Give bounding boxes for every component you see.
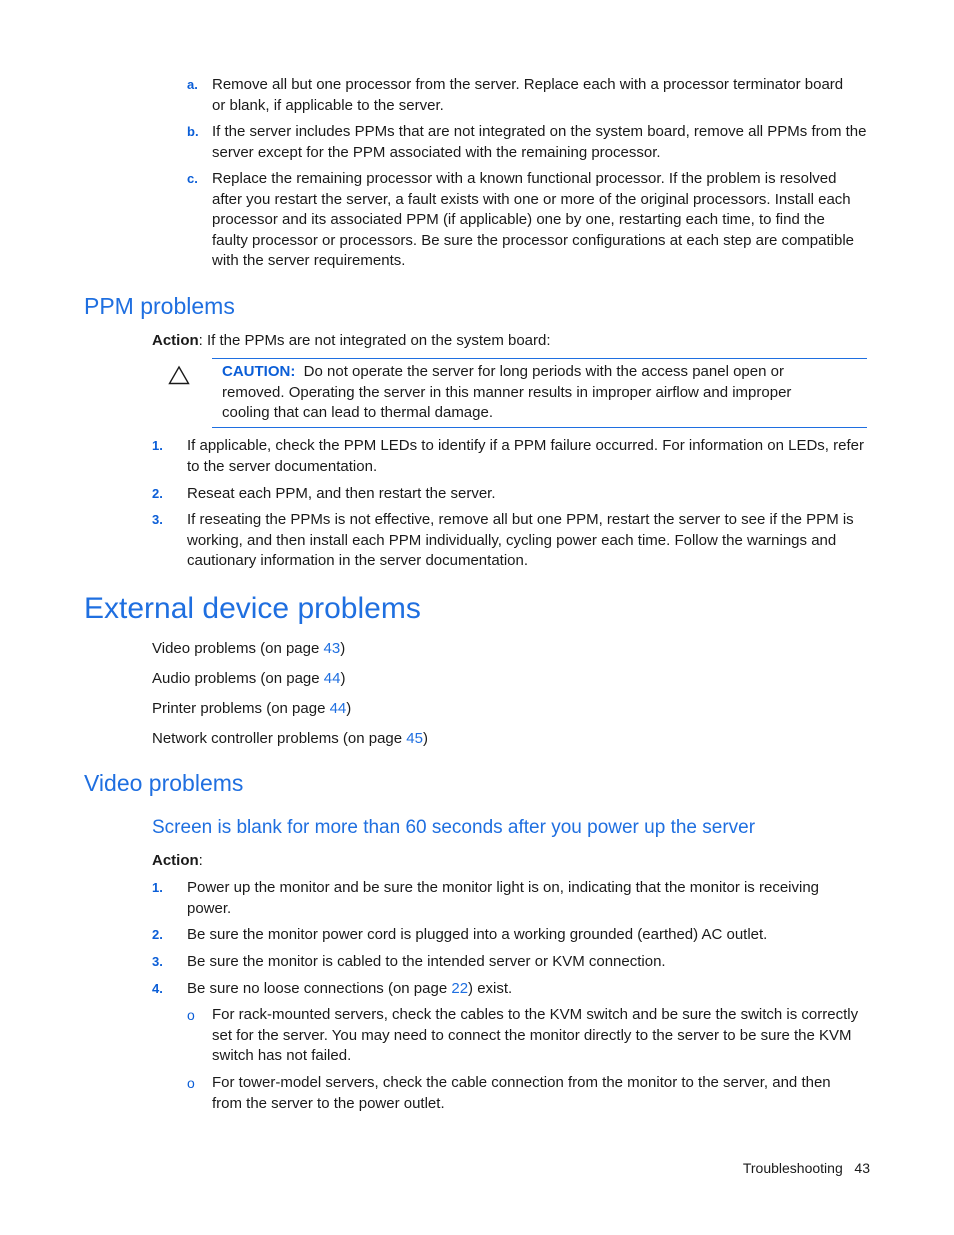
text-line: Remove all but one processor from the server. Replace each with a processor terminator board xyxy=(212,76,844,93)
text-line: If applicable, check the PPM LEDs to identify if a PPM failure occurred. For information on LEDs, refer xyxy=(187,437,864,454)
caution-text: Do not operate the server for long periods with the access panel open or xyxy=(303,363,784,380)
caution-triangle-icon xyxy=(168,365,190,385)
chapter-heading-external: External device problems xyxy=(84,592,421,625)
text-line: If reseating the PPMs is not effective, remove all but one PPM, restart the server to see if the PPM is xyxy=(187,511,854,528)
xref-video xyxy=(152,639,345,660)
text-line: Be sure the monitor power cord is plugged into a working grounded (earthed) AC outlet. xyxy=(187,926,768,943)
step-marker: 2. xyxy=(152,486,163,501)
text-line: If the server includes PPMs that are not integrated on the system board, remove all PPMs from the xyxy=(212,123,867,140)
text-line: cautionary information in the server documentation. xyxy=(187,552,529,569)
action-label: Action xyxy=(152,852,199,869)
step-marker: 4. xyxy=(152,981,163,996)
step-marker: 1. xyxy=(152,438,163,453)
step-marker: 3. xyxy=(152,954,163,969)
text-line: to the server documentation. xyxy=(187,458,378,475)
xref-close: ) xyxy=(422,730,428,747)
text-line: switch has not failed. xyxy=(212,1047,352,1064)
caution-top-rule xyxy=(212,358,867,359)
section-heading-video: Video problems xyxy=(84,770,244,796)
xref-close: ) xyxy=(340,640,346,657)
xref-text: Network controller problems (on page xyxy=(152,730,407,747)
footer-page-number: 43 xyxy=(854,1160,870,1176)
step-marker: 1. xyxy=(152,880,163,895)
page-footer xyxy=(743,1158,870,1178)
caution-line: cooling that can lead to thermal damage. xyxy=(222,404,494,421)
text-line: For rack-mounted servers, check the cables to the KVM switch and be sure the switch is correctly xyxy=(212,1006,859,1023)
page-link[interactable]: 45 xyxy=(406,730,423,747)
xref-close: ) xyxy=(346,700,352,717)
section-heading-ppm: PPM problems xyxy=(84,293,235,319)
text-line: set for the server. You may need to connect the monitor directly to the server to be sure the KVM xyxy=(212,1027,852,1044)
action-colon: : xyxy=(198,852,203,869)
text-line: Power up the monitor and be sure the monitor light is on, indicating that the monitor is receiving xyxy=(187,879,820,896)
bullet-marker: o xyxy=(187,1007,195,1023)
xref-network xyxy=(152,729,428,750)
page-link[interactable]: 44 xyxy=(329,700,347,717)
substep-marker: a. xyxy=(187,77,198,92)
text-line xyxy=(187,979,512,1000)
page-link[interactable]: 22 xyxy=(451,980,469,997)
step-text: Be sure no loose connections (on page xyxy=(187,980,452,997)
xref-text: Printer problems (on page xyxy=(152,700,330,717)
text-line: after you restart the server, a fault exists with one or more of the original processors. Install each xyxy=(212,191,851,208)
action-line xyxy=(152,851,203,872)
text-line: Reseat each PPM, and then restart the server. xyxy=(187,485,496,502)
text-line: Be sure the monitor is cabled to the intended server or KVM connection. xyxy=(187,953,666,970)
text-line: Replace the remaining processor with a known functional processor. If the problem is resolved xyxy=(212,170,837,187)
text-line: For tower-model servers, check the cable connection from the monitor to the server, and then xyxy=(212,1074,831,1091)
page-link[interactable]: 43 xyxy=(323,640,341,657)
subsection-heading-blank-screen: Screen is blank for more than 60 seconds after you power up the server xyxy=(152,817,756,838)
action-label: Action xyxy=(152,332,199,349)
text-line: from the server to the power outlet. xyxy=(212,1095,445,1112)
substep-marker: b. xyxy=(187,124,199,139)
bullet-marker: o xyxy=(187,1075,195,1091)
action-line xyxy=(152,331,551,352)
xref-text: Audio problems (on page xyxy=(152,670,324,687)
caution-line xyxy=(222,362,784,383)
text-line: faulty processor or processors. Be sure the processor configurations at each step are compatible xyxy=(212,232,854,249)
caution-label: CAUTION: xyxy=(222,363,296,380)
xref-text: Video problems (on page xyxy=(152,640,324,657)
page-link[interactable]: 44 xyxy=(323,670,341,687)
caution-bottom-rule xyxy=(212,427,867,428)
caution-line: removed. Operating the server in this manner results in improper airflow and improper xyxy=(222,384,792,401)
text-line: processor and its associated PPM (if applicable) one by one, restarting each time, to find the xyxy=(212,211,825,228)
step-marker: 2. xyxy=(152,927,163,942)
text-line: power. xyxy=(187,900,232,917)
substep-marker: c. xyxy=(187,171,198,186)
xref-audio xyxy=(152,669,345,690)
text-line: or blank, if applicable to the server. xyxy=(212,97,444,114)
step-text-end: ) exist. xyxy=(468,980,513,997)
action-text: : If the PPMs are not integrated on the system board: xyxy=(198,332,551,349)
text-line: server except for the PPM associated with the remaining processor. xyxy=(212,144,661,161)
text-line: with the server requirements. xyxy=(212,252,406,269)
text-line: working, and then install each PPM individually, cycling power each time. Follow the warnings and xyxy=(187,532,837,549)
xref-printer xyxy=(152,699,351,720)
step-marker: 3. xyxy=(152,512,163,527)
xref-close: ) xyxy=(340,670,346,687)
footer-section: Troubleshooting xyxy=(742,1160,843,1176)
